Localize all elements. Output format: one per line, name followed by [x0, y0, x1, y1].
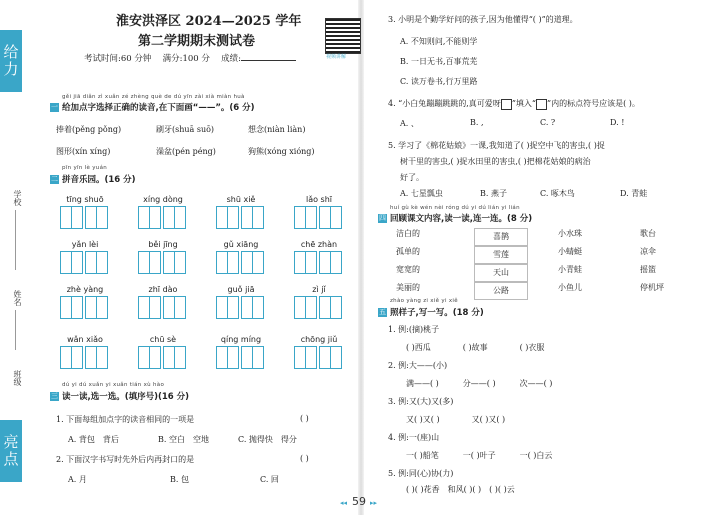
- match-item[interactable]: 小蜻蜓: [558, 247, 582, 256]
- pinyin-cell: [216, 335, 266, 369]
- match-item[interactable]: 停机坪: [640, 283, 664, 292]
- class-label: 班级: [13, 370, 22, 386]
- writing-box[interactable]: [60, 206, 83, 229]
- sec3-number: 三: [51, 392, 58, 400]
- sec5-pinyin: zhào yàng zi xiě yi xiě: [390, 298, 458, 304]
- match-item[interactable]: 歌台: [640, 229, 656, 238]
- writing-boxes[interactable]: [138, 296, 188, 319]
- sec3-heading: [50, 390, 189, 402]
- full-score: 满分:100 分: [162, 54, 210, 64]
- writing-box[interactable]: [163, 346, 186, 369]
- sec3-q1-option-c[interactable]: C. 抛得快 得分: [238, 435, 297, 444]
- pinyin-cell: [294, 285, 344, 319]
- pinyin-cell: [216, 285, 266, 319]
- pinyin-word: guǒ jiā: [227, 285, 255, 294]
- writing-box[interactable]: [319, 296, 342, 319]
- writing-boxes[interactable]: [294, 346, 344, 369]
- q4-option-b[interactable]: B. ,: [470, 118, 484, 127]
- q5-line3: 好了。: [400, 173, 424, 182]
- writing-box[interactable]: [138, 296, 161, 319]
- q5-option-d[interactable]: D. 青蛙: [620, 189, 648, 198]
- writing-box[interactable]: [294, 251, 317, 274]
- match-item[interactable]: 小青蛙: [558, 265, 582, 274]
- sec1-pinyin: gěi jiā diǎn zì xuǎn zé zhèng què de dú yīn zài xià miàn huà: [62, 94, 245, 100]
- q4-text-a: 4. “小白兔蹦蹦跳跳的,真可爱呀: [388, 99, 501, 108]
- match-item[interactable]: 美丽的: [396, 283, 420, 292]
- writing-box[interactable]: [294, 346, 317, 369]
- writing-boxes[interactable]: [138, 346, 188, 369]
- sec4-title: 回顾课文内容,读一读,连一连。(8 分): [390, 214, 533, 224]
- sec1-item[interactable]: 狗熊(xóng xióng): [248, 147, 315, 156]
- school-line: [15, 210, 16, 270]
- binding-strip: [0, 0, 24, 515]
- pinyin-word: chōng jiǔ: [300, 335, 338, 344]
- q5-option-b[interactable]: B. 燕子: [480, 189, 507, 198]
- pinyin-word: zì jǐ: [312, 285, 326, 294]
- sec3-question-2: 2. 下面汉字书写时先外后内再封口的是: [56, 455, 195, 464]
- pinyin-word: wǎn xiǎo: [67, 335, 103, 344]
- score-blank[interactable]: [241, 60, 296, 61]
- pinyin-cell: [60, 285, 110, 319]
- exam-title-line1: 淮安洪泽区 2024—2025 学年: [116, 14, 302, 29]
- sec1-item[interactable]: 刷牙(shuā suō): [156, 125, 215, 134]
- sec5-title: 照样子,写一写。(18 分): [390, 308, 484, 318]
- pinyin-word: xíng dòng: [143, 195, 183, 204]
- q4-option-d[interactable]: D. !: [610, 118, 625, 127]
- name-line: [15, 310, 16, 350]
- writing-boxes[interactable]: [294, 206, 344, 229]
- writing-boxes[interactable]: [216, 251, 266, 274]
- qr-caption: 视频讲解: [326, 54, 347, 60]
- qr-code-icon[interactable]: [325, 18, 361, 54]
- writing-boxes[interactable]: [138, 251, 188, 274]
- sec2-number: 二: [51, 175, 58, 183]
- spine-tab-top: 给力: [0, 30, 22, 92]
- match-item[interactable]: 小水珠: [558, 229, 582, 238]
- writing-box[interactable]: [216, 346, 239, 369]
- writing-box[interactable]: [241, 296, 264, 319]
- pinyin-word: běi jīng: [148, 240, 178, 249]
- match-item[interactable]: 洁白的: [396, 229, 420, 238]
- match-item[interactable]: 天山: [474, 264, 528, 282]
- pinyin-word: yǎn lèi: [71, 240, 99, 249]
- writing-box[interactable]: [85, 206, 108, 229]
- writing-boxes[interactable]: [294, 296, 344, 319]
- sec2-heading: [50, 173, 136, 185]
- q4-box-2[interactable]: [536, 99, 547, 110]
- q5-option-c[interactable]: C. 啄木鸟: [540, 189, 575, 198]
- sec5-number: 五: [379, 308, 386, 316]
- school-label: 学校: [13, 190, 22, 206]
- page-fold: [358, 0, 364, 515]
- match-item[interactable]: 宽宽的: [396, 265, 420, 274]
- sec3-q2-answer[interactable]: ( ): [300, 454, 309, 463]
- pinyin-word: chū sè: [149, 335, 177, 344]
- ex2-fill[interactable]: 满——( ) 分——( ) 次——( ): [406, 379, 553, 388]
- writing-box[interactable]: [216, 206, 239, 229]
- ex3-fill[interactable]: 又( )又( ) 又( )又( ): [406, 415, 506, 424]
- q5-line2: 树干里的害虫,( )捉水田里的害虫,( )把棉花姑娘的病治: [400, 157, 591, 166]
- sec3-q2-option-b[interactable]: B. 包: [170, 475, 189, 484]
- q4-text-c: ”内的标点符号应该是( )。: [547, 99, 640, 108]
- pinyin-word: qíng míng: [220, 335, 262, 344]
- writing-box[interactable]: [241, 206, 264, 229]
- match-item[interactable]: 凉伞: [640, 247, 656, 256]
- sec3-title: 读一读,选一选。(填序号)(16 分): [62, 392, 190, 402]
- sec3-question-1: 1. 下面每组加点字的读音相同的一项是: [56, 415, 195, 424]
- q3-option-a[interactable]: A. 不知则问,不能则学: [400, 37, 478, 46]
- exam-info: [84, 52, 296, 64]
- writing-box[interactable]: [241, 346, 264, 369]
- q4-option-a[interactable]: A. 、: [400, 119, 419, 128]
- writing-boxes[interactable]: [216, 346, 266, 369]
- sec1-row2: [56, 146, 315, 157]
- writing-box[interactable]: [85, 346, 108, 369]
- sec3-q1-option-b[interactable]: B. 空白 空地: [158, 435, 209, 444]
- page-arrow-right-icon: ▸▸: [370, 499, 378, 507]
- score-label: 成绩:: [221, 54, 241, 64]
- writing-box[interactable]: [163, 251, 186, 274]
- writing-box[interactable]: [60, 346, 83, 369]
- pinyin-cell: [216, 195, 266, 229]
- writing-box[interactable]: [319, 206, 342, 229]
- sec1-item[interactable]: 澡盆(pén péng): [156, 147, 216, 156]
- writing-box[interactable]: [138, 346, 161, 369]
- writing-box[interactable]: [85, 296, 108, 319]
- pinyin-cell: [138, 195, 188, 229]
- writing-box[interactable]: [138, 206, 161, 229]
- name-label: 姓名: [13, 290, 22, 306]
- sec3-q2-option-a[interactable]: A. 月: [68, 475, 87, 484]
- ex1-example: 1. 例:(摘)桃子: [388, 325, 440, 334]
- pinyin-word: chē zhàn: [300, 240, 338, 249]
- sec1-heading: [50, 101, 255, 113]
- q4-box-1[interactable]: [501, 99, 512, 110]
- q4-text: [388, 98, 640, 110]
- spine-tab-bottom: 亮点: [0, 420, 22, 482]
- sec3-q1-option-a[interactable]: A. 背包 背后: [68, 435, 119, 444]
- sec5-heading: [378, 306, 484, 318]
- sec1-number: 一: [51, 103, 58, 111]
- pinyin-cell: [138, 240, 188, 274]
- page-number: 59: [352, 495, 366, 508]
- pinyin-cell: [60, 335, 110, 369]
- writing-box[interactable]: [85, 251, 108, 274]
- exam-time: 考试时间:60 分钟: [84, 54, 152, 64]
- pinyin-word: zhè yàng: [66, 285, 104, 294]
- sec1-item[interactable]: 想念(niàn liàn): [248, 125, 306, 134]
- writing-boxes[interactable]: [60, 296, 110, 319]
- pinyin-cell: [138, 285, 188, 319]
- sec1-row1: [56, 124, 305, 135]
- writing-boxes[interactable]: [60, 206, 110, 229]
- pinyin-word: zhī dào: [148, 285, 178, 294]
- writing-boxes[interactable]: [216, 206, 266, 229]
- writing-box[interactable]: [163, 206, 186, 229]
- ex5-fill[interactable]: ( )( )花香 和风( )( ) ( )( )云: [406, 485, 515, 494]
- ex5-example: 5. 例:同(心)协(力): [388, 469, 454, 478]
- writing-boxes[interactable]: [138, 206, 188, 229]
- pinyin-cell: [294, 195, 344, 229]
- pinyin-word: shū xiě: [226, 195, 256, 204]
- pinyin-cell: [60, 240, 110, 274]
- writing-boxes[interactable]: [216, 296, 266, 319]
- match-item[interactable]: 喜鹊: [474, 228, 528, 246]
- writing-boxes[interactable]: [294, 251, 344, 274]
- writing-box[interactable]: [216, 296, 239, 319]
- sec1-item[interactable]: 图形(xín xíng): [56, 147, 111, 156]
- sec1-title: 给加点字选择正确的读音,在下面画“——”。(6 分): [62, 103, 255, 113]
- writing-box[interactable]: [60, 251, 83, 274]
- q5-option-a[interactable]: A. 七星瓢虫: [400, 189, 443, 198]
- q5-line1: 5. 学习了《棉花姑娘》一课,我知道了( )捉空中飞的害虫,( )捉: [388, 141, 605, 150]
- sec1-item[interactable]: 捧着(pěng pǒng): [56, 125, 122, 134]
- ex4-example: 4. 例:一(座)山: [388, 433, 440, 442]
- match-item[interactable]: 小鱼儿: [558, 283, 582, 292]
- q4-text-b: ”填入“: [511, 99, 536, 108]
- q4-option-c[interactable]: C. ?: [540, 118, 556, 127]
- q3-option-c[interactable]: C. 读万卷书,行万里路: [400, 77, 478, 86]
- q3-text: 3. 小明是个勤学好问的孩子,因为他懂得“( )”的道理。: [388, 15, 578, 24]
- writing-boxes[interactable]: [60, 346, 110, 369]
- sec3-q1-answer[interactable]: ( ): [300, 414, 309, 423]
- pinyin-cell: [294, 335, 344, 369]
- match-item[interactable]: 摇篮: [640, 265, 656, 274]
- pinyin-cell: [216, 240, 266, 274]
- sec3-pinyin: dú yi dú xuǎn yi xuǎn tián xù hào: [62, 382, 165, 388]
- match-item[interactable]: 雪莲: [474, 246, 528, 264]
- writing-boxes[interactable]: [60, 251, 110, 274]
- q3-option-b[interactable]: B. 一日无书,百事荒芜: [400, 57, 478, 66]
- writing-box[interactable]: [294, 206, 317, 229]
- ex3-example: 3. 例:又(大)又(多): [388, 397, 454, 406]
- exam-title-line2: 第二学期期末测试卷: [138, 34, 256, 49]
- sec2-title: 拼音乐园。(16 分): [62, 175, 136, 185]
- sec4-number: 四: [379, 214, 386, 222]
- sec4-pinyin: huí gù kè wén nèi róng dú yi dú lián yi lián: [390, 205, 520, 211]
- ex4-fill[interactable]: 一( )船笔 一( )叶子 一( )白云: [406, 451, 553, 460]
- pinyin-word: tīng shuō: [66, 195, 104, 204]
- ex1-fill[interactable]: ( )西瓜 ( )故事 ( )衣服: [406, 343, 545, 352]
- sec4-heading: [378, 212, 532, 224]
- writing-box[interactable]: [294, 296, 317, 319]
- writing-box[interactable]: [319, 346, 342, 369]
- pinyin-cell: [60, 195, 110, 229]
- match-item[interactable]: 公路: [474, 282, 528, 300]
- pinyin-word: gǔ xiāng: [223, 240, 259, 249]
- writing-box[interactable]: [241, 251, 264, 274]
- writing-box[interactable]: [138, 251, 161, 274]
- pinyin-cell: [138, 335, 188, 369]
- match-item[interactable]: 孤单的: [396, 247, 420, 256]
- pinyin-cell: [294, 240, 344, 274]
- sec3-q2-option-c[interactable]: C. 回: [260, 475, 279, 484]
- pinyin-word: lǎo shī: [305, 195, 333, 204]
- ex2-example: 2. 例:大——(小): [388, 361, 448, 370]
- writing-box[interactable]: [60, 296, 83, 319]
- writing-box[interactable]: [163, 296, 186, 319]
- writing-box[interactable]: [319, 251, 342, 274]
- sec2-pinyin: pīn yīn lè yuán: [62, 165, 108, 171]
- page-arrow-left-icon: ◂◂: [340, 499, 348, 507]
- writing-box[interactable]: [216, 251, 239, 274]
